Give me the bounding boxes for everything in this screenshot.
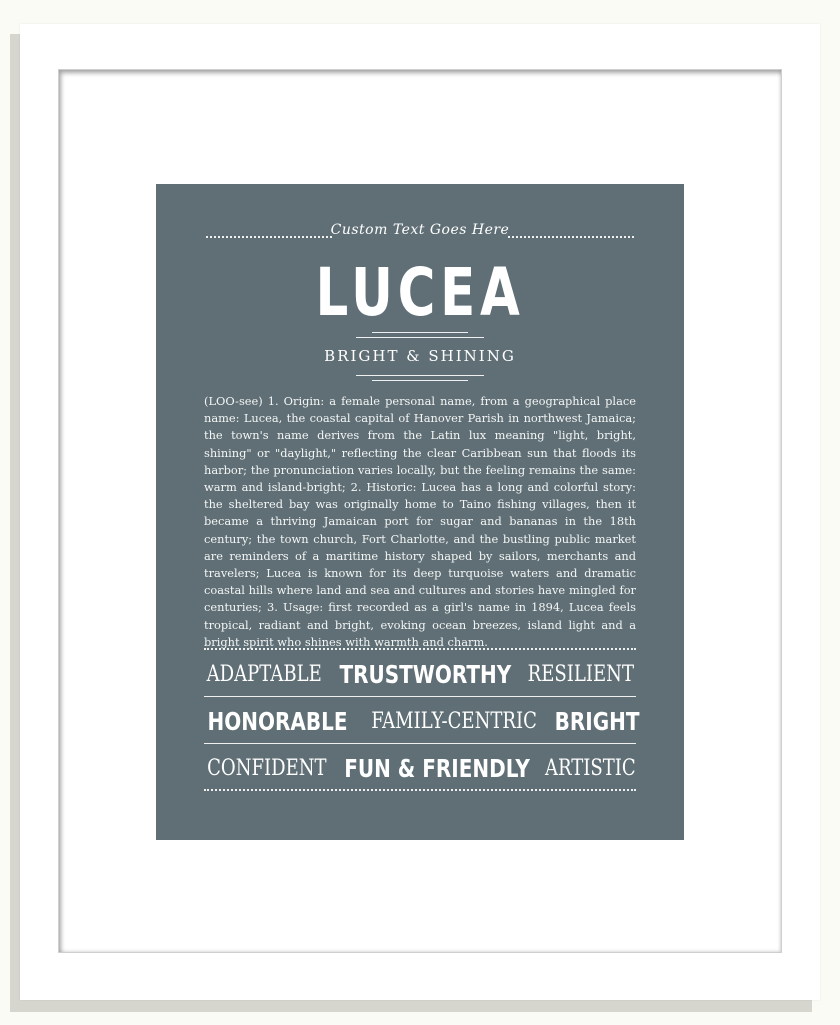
trait-line-3 [204, 751, 636, 785]
trait: ADAPTABLE [206, 661, 322, 687]
custom-text: Custom Text Goes Here [330, 222, 510, 238]
name-meaning: BRIGHT & SHINING [324, 347, 516, 365]
rule-above-meaning [372, 332, 468, 333]
trait-rule-1 [204, 696, 636, 697]
trait: RESILIENT [527, 661, 635, 687]
print-name-title: LUCEA [315, 254, 525, 331]
trait: FUN & FRIENDLY [344, 753, 531, 783]
trait: TRUSTWORTHY [339, 659, 512, 689]
trait-rule-2 [204, 743, 636, 744]
dotted-divider-traits-top [204, 648, 636, 650]
trait: BRIGHT [554, 706, 640, 736]
dotted-divider-right [508, 236, 634, 238]
rule-above-meaning-2 [356, 337, 484, 338]
trait: HONORABLE [207, 706, 348, 736]
rule-below-meaning-2 [372, 380, 468, 381]
dotted-divider-traits-bottom [204, 789, 636, 791]
name-print [156, 184, 684, 840]
trait-line-1 [204, 657, 636, 691]
name-description: (LOO-see) 1. Origin: a female personal name, from a geographical place name: Lucea, the coastal capital of Hanover Parish in northwest Jamaica; the town's name derives from the Latin lux meaning "light, bright, shining" or "daylight," reflecting the clear Caribbean sun that floods its harbor; the pronunciation varies locally, but the feeling remains the same: warm and island-bright; 2. Historic: Lucea has a long and colorful story: the sheltered bay was originally home to Taino fishing villages, then it became a thriving Jamaican port for sugar and bananas in the 18th century; the town church, Fort Charlotte, and the bustling public market are reminders of a maritime history shaped by sailors, merchants and travelers; Lucea is known for its deep turquoise waters and dramatic coastal hills where land and sea and cultures and stories have mingled for centuries; 3. Usage: first recorded as a girl's name in 1894, Lucea feels tropical, radiant and bright, evoking ocean breezes, island light and a bright spirit who shines with warmth and charm. [204, 394, 636, 649]
rule-below-meaning [356, 375, 484, 376]
trait: ARTISTIC [545, 755, 637, 781]
trait-line-2 [204, 704, 640, 738]
trait: FAMILY-CENTRIC [371, 708, 538, 734]
custom-text-row [206, 222, 634, 246]
trait: CONFIDENT [207, 755, 327, 781]
